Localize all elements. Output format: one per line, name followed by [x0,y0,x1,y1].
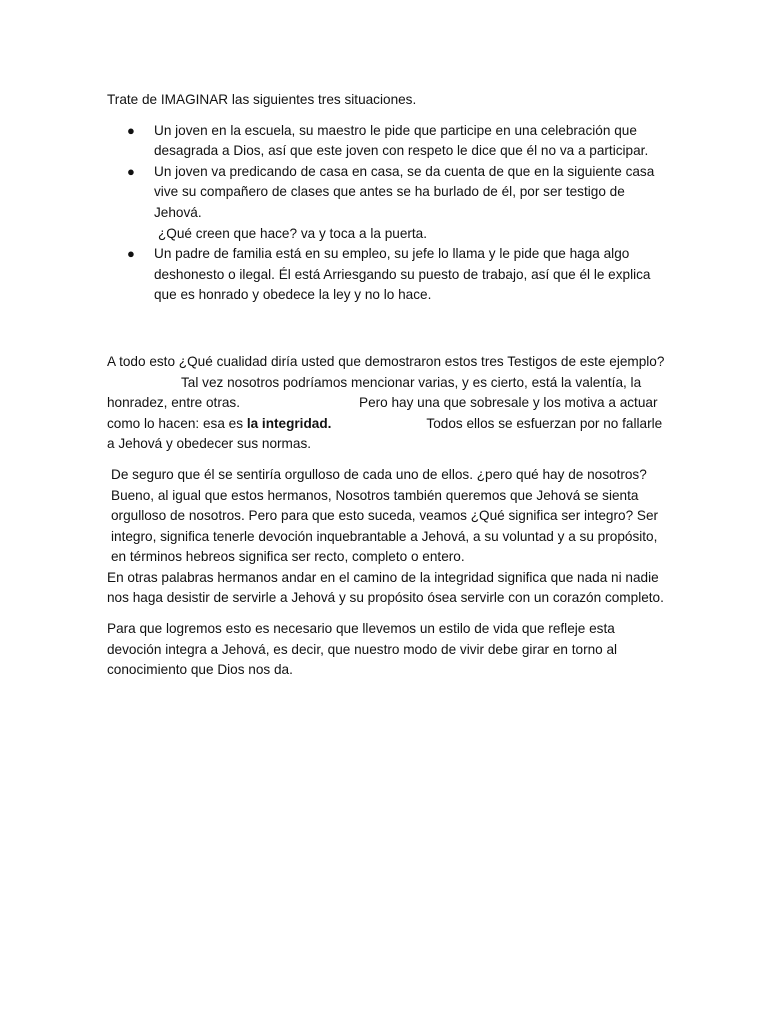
paragraph-1-part-4: Todos ellos se esfuerzan por no fallarle a Jehová y obedecer sus normas. [107,415,663,452]
situation-text: Un padre de familia está en su empleo, su jefe lo llama y le pide que haga algo deshonesto o ilegal. Él está Arriesgando su puesto de trabajo, así que él le explica que es honrado y obedece la ley y no lo hace. [154,246,651,303]
bullet-icon: ● [127,122,135,138]
situation-text: Un joven en la escuela, su maestro le pide que participe en una celebración que desagrada a Dios, así que este joven con respeto le dice que él no va a participar. [154,122,649,159]
emphasis-integrity: la integridad. [246,415,332,431]
situations-list [107,121,667,306]
paragraph-2: De seguro que él se sentiría orgulloso de cada uno de ellos. ¿pero qué hay de nosotros? Bueno, al igual que estos hermanos, Nosotros también queremos que Jehová se sienta orgulloso de nosotros. Pero para que esto suceda, veamos ¿Qué significa ser integro? Ser integro, significa tenerle devoción inquebrantable a Jehová, a su voluntad y a su propósito, en términos hebreos significa ser recto, completo o entero. [111,466,659,565]
bullet-icon: ● [127,246,135,262]
situation-text: Un joven va predicando de casa en casa, se da cuenta de que en la siguiente casa vive su compañero de clases que antes se ha burlado de él, por ser testigo de Jehová. [154,163,655,220]
document-body [107,90,667,681]
paragraph-2-continuation: En otras palabras hermanos andar en el camino de la integridad significa que nada ni nadie nos haga desistir de servirle a Jehová y su propósito ósea servirle con un corazón completo. [107,569,664,606]
bullet-icon: ● [127,163,135,179]
paragraph-1-part-3: Pero hay una que sobresale y los motiva a actuar como lo hacen: esa es [107,395,658,431]
paragraph-1-part-1: A todo esto ¿Qué cualidad diría usted que demostraron estos tres Testigos de este ejemplo? [107,353,665,369]
list-item [127,121,667,162]
list-item [127,244,667,306]
list-item [127,162,667,244]
intro-line: Trate de IMAGINAR las siguientes tres situaciones. [107,92,417,107]
paragraph-3: Para que logremos esto es necesario que llevemos un estilo de vida que refleje esta devoción integra a Jehová, es decir, que nuestro modo de vivir debe girar en torno al conocimiento que Dios nos da. [107,621,618,678]
paragraph-1 [107,352,667,455]
situation-question: ¿Qué creen que hace? va y toca a la puerta. [158,225,428,241]
paragraph-1-part-2: Tal vez nosotros podríamos mencionar varias, y es cierto, está la valentía, la honradez, entre otras. [107,374,642,411]
